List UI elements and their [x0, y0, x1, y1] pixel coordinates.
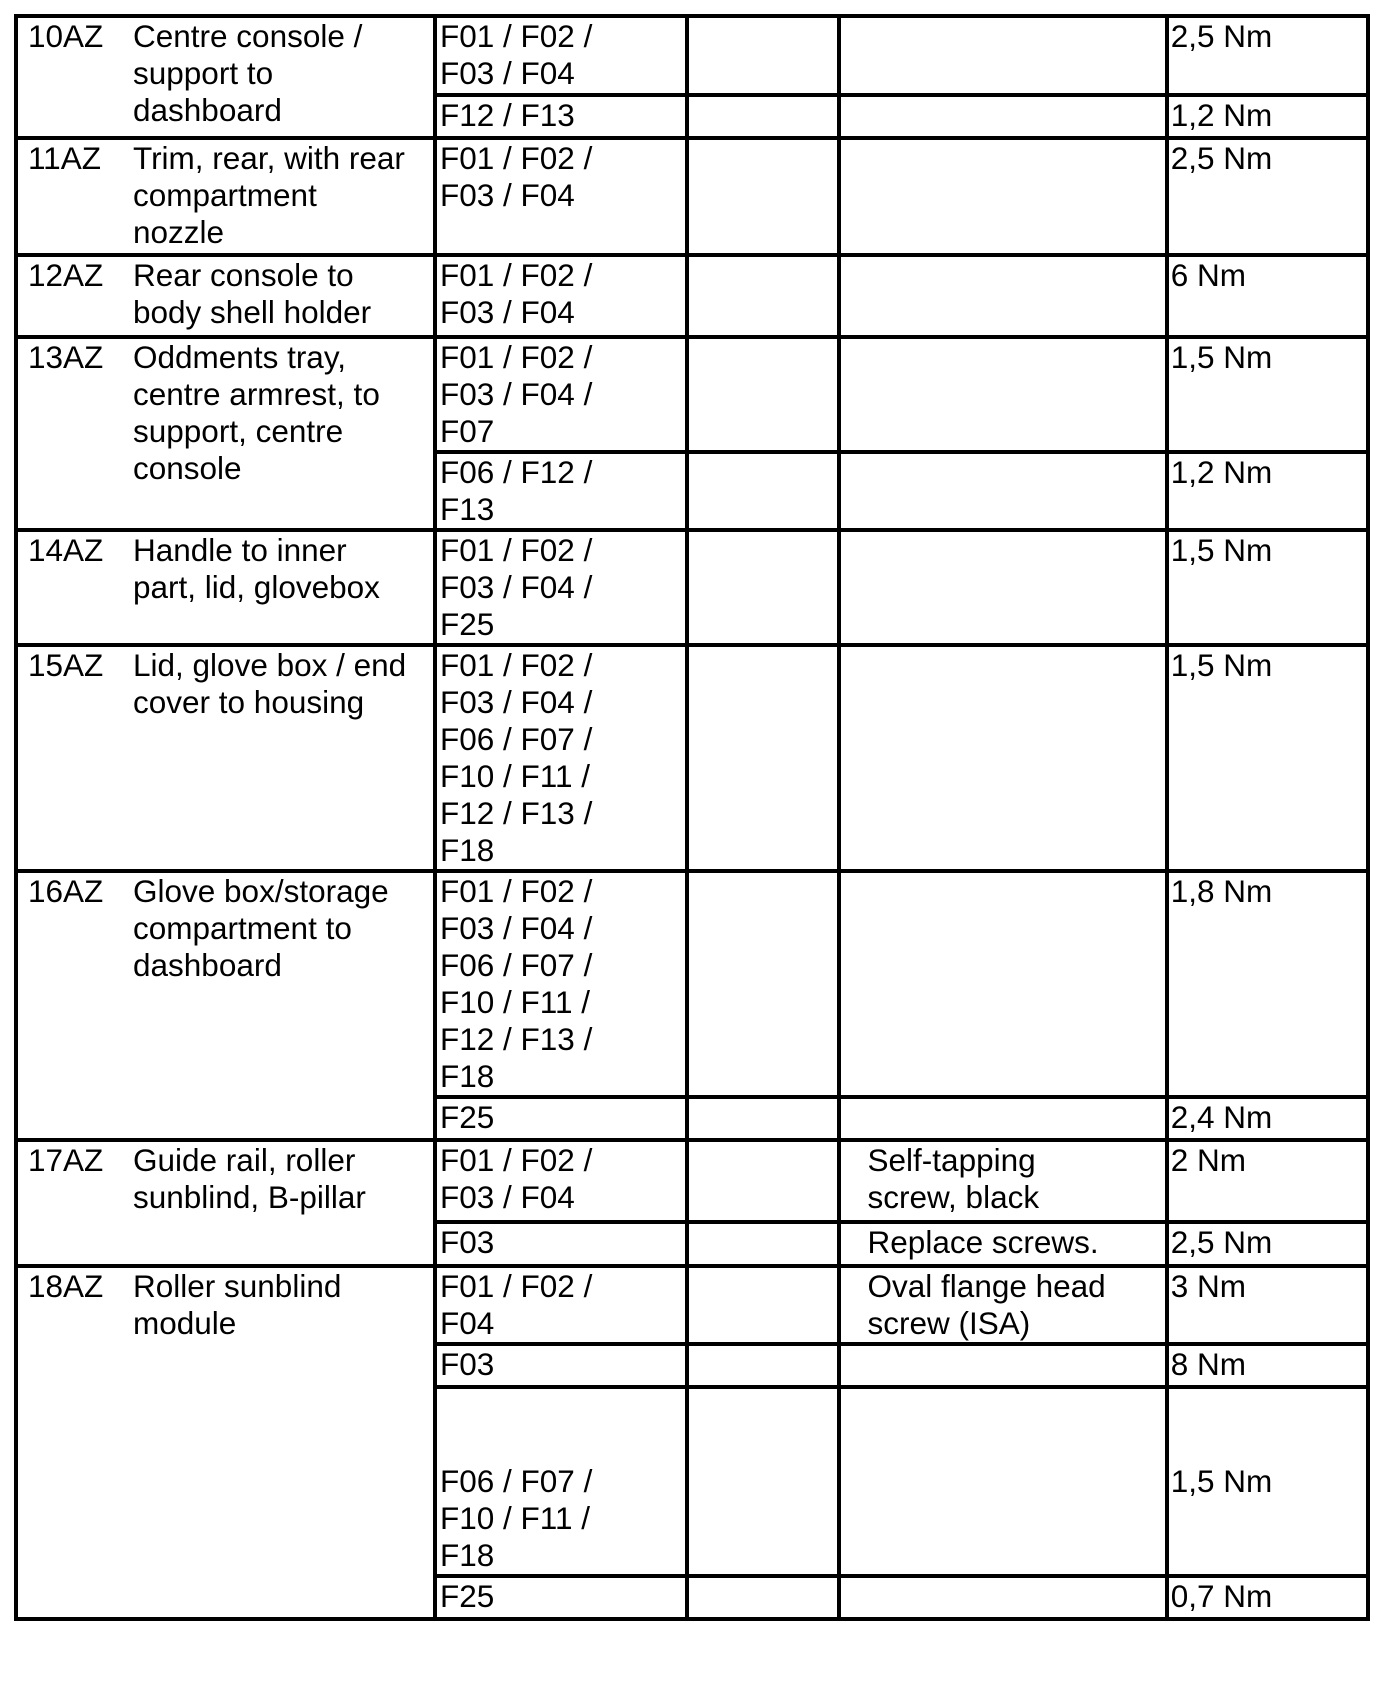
- torque-cell: [1167, 452, 1368, 530]
- note-cell: [839, 1222, 1167, 1266]
- torque-value: 8 Nm: [1170, 1346, 1246, 1382]
- table-row: [16, 1266, 1368, 1344]
- table-row: [16, 138, 1368, 255]
- item-code: 14AZ: [28, 532, 104, 568]
- variant-line: F03 / F04: [440, 177, 575, 213]
- variants-cell: [435, 871, 687, 1097]
- variant-line: F18: [440, 832, 495, 868]
- variant-line: F25: [440, 1099, 495, 1135]
- variant-line: F06 / F07 /: [440, 947, 593, 983]
- empty-cell: [687, 1387, 839, 1576]
- table-row: [16, 16, 1368, 95]
- variant-line: F04: [440, 1305, 495, 1341]
- item-description-line: Oddments tray,: [133, 339, 346, 375]
- item-description: [130, 140, 423, 251]
- item-cell: [16, 1140, 435, 1266]
- item-description: [130, 873, 423, 984]
- empty-cell: [687, 95, 839, 138]
- item-code: 12AZ: [28, 257, 104, 293]
- variant-line: F10 / F11 /: [440, 758, 590, 794]
- item-description-line: console: [133, 450, 242, 486]
- item-cell: [16, 871, 435, 1140]
- variant-line: F01 / F02 /: [440, 1142, 593, 1178]
- torque-cell: [1167, 95, 1368, 138]
- torque-cell: [1167, 255, 1368, 337]
- variant-line: F18: [440, 1058, 495, 1094]
- empty-cell: [687, 1344, 839, 1387]
- item-cell: [16, 138, 435, 255]
- note-line: screw, black: [867, 1179, 1040, 1215]
- variant-line: F25: [440, 606, 495, 642]
- variants-cell: [435, 530, 687, 645]
- torque-cell: [1167, 645, 1368, 871]
- note-cell: [839, 138, 1167, 255]
- variant-line: F03 / F04 /: [440, 684, 593, 720]
- item-cell: [16, 255, 435, 337]
- item-cell: [16, 645, 435, 871]
- empty-cell: [687, 1140, 839, 1222]
- torque-value: 1,2 Nm: [1170, 97, 1273, 133]
- variant-line: [440, 1426, 685, 1463]
- empty-cell: [687, 255, 839, 337]
- empty-cell: [687, 16, 839, 95]
- torque-cell: [1167, 871, 1368, 1097]
- item-code: 18AZ: [28, 1268, 104, 1304]
- torque-value: 2,5 Nm: [1170, 1224, 1273, 1260]
- torque-line: 1,5 Nm: [1170, 1463, 1273, 1499]
- note-cell: [839, 1387, 1167, 1576]
- item-description-line: part, lid, glovebox: [133, 569, 380, 605]
- item-description: [130, 1268, 423, 1342]
- note-cell: [839, 16, 1167, 95]
- variant-line: F01 / F02 /: [440, 1268, 593, 1304]
- note-cell: [839, 1344, 1167, 1387]
- variant-line: F18: [440, 1537, 495, 1573]
- empty-cell: [687, 337, 839, 452]
- variant-line: F12 / F13 /: [440, 795, 593, 831]
- item-description: [130, 339, 423, 487]
- variants-cell: [435, 1266, 687, 1344]
- variant-line: F03: [440, 1346, 495, 1382]
- item-description-line: centre armrest, to: [133, 376, 380, 412]
- torque-cell: [1167, 1576, 1368, 1619]
- item-description-line: compartment: [133, 177, 317, 213]
- item-description-line: Lid, glove box / end: [133, 647, 407, 683]
- variants-cell: [435, 1387, 687, 1576]
- torque-cell: [1167, 1140, 1368, 1222]
- variant-line: F01 / F02 /: [440, 339, 593, 375]
- item-description-line: nozzle: [133, 214, 225, 250]
- variant-line: F25: [440, 1578, 495, 1614]
- item-description-line: support, centre: [133, 413, 344, 449]
- variant-line: F07: [440, 413, 495, 449]
- item-cell: [16, 337, 435, 530]
- empty-cell: [687, 1222, 839, 1266]
- item-cell: [16, 16, 435, 138]
- variant-line: F06 / F12 /: [440, 454, 593, 490]
- variant-line: F01 / F02 /: [440, 257, 593, 293]
- torque-cell: [1167, 16, 1368, 95]
- variants-cell: [435, 16, 687, 95]
- torque-cell: [1167, 1344, 1368, 1387]
- item-description: [130, 647, 423, 721]
- note-cell: [839, 255, 1167, 337]
- variants-cell: [435, 1576, 687, 1619]
- item-description-line: dashboard: [133, 947, 282, 983]
- torque-value: 2,5 Nm: [1170, 18, 1273, 54]
- variant-line: F03 / F04: [440, 1179, 575, 1215]
- variant-line: F03 / F04 /: [440, 910, 593, 946]
- torque-value: 2,4 Nm: [1170, 1099, 1273, 1135]
- variants-cell: [435, 255, 687, 337]
- note-line: Self-tapping: [867, 1142, 1036, 1178]
- torque-value: 1,5 Nm: [1170, 532, 1273, 568]
- note-cell: [839, 337, 1167, 452]
- empty-cell: [687, 530, 839, 645]
- torque-line: [1171, 1426, 1366, 1463]
- variant-line: F01 / F02 /: [440, 140, 593, 176]
- torque-value: 2 Nm: [1170, 1142, 1246, 1178]
- variant-line: F01 / F02 /: [440, 532, 593, 568]
- table-row: [16, 337, 1368, 452]
- item-cell: [16, 530, 435, 645]
- item-code: 16AZ: [28, 873, 104, 909]
- note-line: Replace screws.: [867, 1224, 1099, 1260]
- note-cell: [839, 1097, 1167, 1140]
- empty-cell: [687, 1097, 839, 1140]
- item-description-line: Roller sunblind: [133, 1268, 342, 1304]
- variant-line: [440, 1389, 685, 1426]
- item-description-line: Rear console to: [133, 257, 354, 293]
- variant-line: F03 / F04: [440, 55, 575, 91]
- variants-cell: [435, 1140, 687, 1222]
- table-row: [16, 871, 1368, 1097]
- torque-value: 0,7 Nm: [1170, 1578, 1273, 1614]
- variant-line: F01 / F02 /: [440, 18, 593, 54]
- variants-cell: [435, 1344, 687, 1387]
- variants-cell: [435, 95, 687, 138]
- item-description-line: cover to housing: [133, 684, 365, 720]
- item-code: 17AZ: [28, 1142, 104, 1178]
- note-cell: [839, 95, 1167, 138]
- torque-cell: [1167, 530, 1368, 645]
- variant-line: F12 / F13 /: [440, 1021, 593, 1057]
- torque-value: 3 Nm: [1170, 1268, 1246, 1304]
- table-row: [16, 645, 1368, 871]
- variant-line: F06 / F07 /: [440, 721, 593, 757]
- torque-value: 6 Nm: [1170, 257, 1246, 293]
- note-line: screw (ISA): [867, 1305, 1031, 1341]
- item-description-line: compartment to: [133, 910, 352, 946]
- variant-line: F10 / F11 /: [440, 1500, 590, 1536]
- torque-line: [1171, 1389, 1366, 1426]
- note-cell: [839, 1140, 1167, 1222]
- empty-cell: [687, 138, 839, 255]
- torque-value: 1,2 Nm: [1170, 454, 1273, 490]
- note-cell: [839, 452, 1167, 530]
- empty-cell: [687, 1576, 839, 1619]
- torque-cell: [1167, 138, 1368, 255]
- torque-value: 1,5 Nm: [1170, 339, 1273, 375]
- table-row: [16, 255, 1368, 337]
- variants-cell: [435, 1097, 687, 1140]
- variant-line: F03 / F04 /: [440, 376, 593, 412]
- item-description: [130, 257, 423, 331]
- variants-cell: [435, 645, 687, 871]
- torque-spec-table: [14, 14, 1370, 1621]
- item-code: 11AZ: [28, 140, 101, 176]
- variants-cell: [435, 1222, 687, 1266]
- item-code: 10AZ: [28, 18, 104, 54]
- empty-cell: [687, 645, 839, 871]
- table-row: [16, 1140, 1368, 1222]
- table-body: [16, 16, 1368, 1619]
- item-description-line: Glove box/storage: [133, 873, 389, 909]
- variant-line: F01 / F02 /: [440, 873, 593, 909]
- empty-cell: [687, 871, 839, 1097]
- item-description-line: Centre console /: [133, 18, 363, 54]
- variant-line: F03 / F04 /: [440, 569, 593, 605]
- variant-line: F03: [440, 1224, 495, 1260]
- variants-cell: [435, 337, 687, 452]
- torque-cell: [1167, 1097, 1368, 1140]
- torque-cell: [1167, 337, 1368, 452]
- item-description-line: Trim, rear, with rear: [133, 140, 405, 176]
- note-cell: [839, 1576, 1167, 1619]
- item-description: [130, 532, 423, 606]
- variants-cell: [435, 452, 687, 530]
- torque-cell: [1167, 1222, 1368, 1266]
- variant-line: F12 / F13: [440, 97, 575, 133]
- variant-line: F01 / F02 /: [440, 647, 593, 683]
- empty-cell: [687, 1266, 839, 1344]
- table-row: [16, 530, 1368, 645]
- torque-cell: [1167, 1387, 1368, 1576]
- empty-cell: [687, 452, 839, 530]
- item-code: 13AZ: [28, 339, 104, 375]
- variants-cell: [435, 138, 687, 255]
- item-description: [130, 1142, 423, 1216]
- note-cell: [839, 871, 1167, 1097]
- note-cell: [839, 645, 1167, 871]
- variant-line: F06 / F07 /: [440, 1463, 593, 1499]
- item-description-line: support to: [133, 55, 274, 91]
- variant-line: F10 / F11 /: [440, 984, 590, 1020]
- variant-line: F03 / F04: [440, 294, 575, 330]
- item-description-line: dashboard: [133, 92, 282, 128]
- item-description-line: sunblind, B-pillar: [133, 1179, 366, 1215]
- item-cell: [16, 1266, 435, 1619]
- item-description: [130, 18, 423, 129]
- item-description-line: body shell holder: [133, 294, 372, 330]
- torque-value: 2,5 Nm: [1170, 140, 1273, 176]
- item-code: 15AZ: [28, 647, 104, 683]
- variant-line: F13: [440, 491, 495, 527]
- torque-value: 1,5 Nm: [1170, 647, 1273, 683]
- item-description-line: Handle to inner: [133, 532, 347, 568]
- torque-value: 1,8 Nm: [1170, 873, 1273, 909]
- note-line: Oval flange head: [867, 1268, 1106, 1304]
- torque-cell: [1167, 1266, 1368, 1344]
- note-cell: [839, 1266, 1167, 1344]
- item-description-line: module: [133, 1305, 237, 1341]
- item-description-line: Guide rail, roller: [133, 1142, 356, 1178]
- note-cell: [839, 530, 1167, 645]
